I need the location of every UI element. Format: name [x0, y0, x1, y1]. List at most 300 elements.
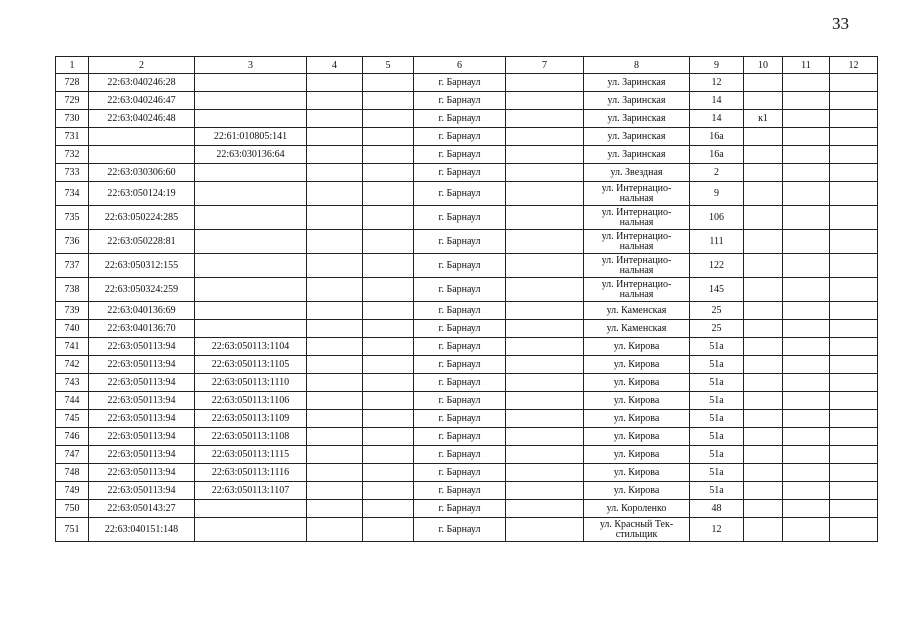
table-cell-col-11: [783, 230, 830, 254]
table-cell-col-12: [830, 374, 878, 392]
cell-text: г. Барнаул: [438, 235, 481, 247]
cell-text: 51а: [709, 430, 724, 442]
column-header-5: 5: [363, 57, 414, 74]
cell-text: г. Барнаул: [438, 448, 481, 460]
table-cell-col-9: [690, 410, 744, 428]
table-cell-col-1: [56, 518, 89, 542]
table-cell-col-12: [830, 482, 878, 500]
table-cell-col-3: [195, 128, 307, 146]
cell-text: г. Барнаул: [438, 394, 481, 406]
table-cell-col-1: [56, 230, 89, 254]
table-cell-col-1: [56, 500, 89, 518]
cell-text: 22:63:050228:81: [107, 235, 176, 247]
table-cell-col-11: [783, 446, 830, 464]
cell-text: г. Барнаул: [438, 484, 481, 496]
table-cell-col-4: [307, 278, 363, 302]
table-cell-col-4: [307, 182, 363, 206]
table-row: [56, 392, 878, 410]
table-cell-col-4: [307, 464, 363, 482]
column-header-6: 6: [414, 57, 506, 74]
cell-text: г. Барнаул: [438, 112, 481, 124]
cell-text: 22:63:040151:148: [104, 523, 179, 535]
table-row: [56, 518, 878, 542]
cell-text: 122: [709, 259, 724, 271]
table-cell-col-4: [307, 446, 363, 464]
table-cell-col-8: [584, 278, 690, 302]
table-row: [56, 110, 878, 128]
table-cell-col-6: [414, 110, 506, 128]
cell-text: 737: [64, 259, 80, 271]
cell-text: 9: [714, 187, 719, 199]
table-cell-col-12: [830, 446, 878, 464]
table-cell-col-8: [584, 428, 690, 446]
table-cell-col-6: [414, 128, 506, 146]
table-cell-col-8: [584, 206, 690, 230]
table-cell-col-12: [830, 464, 878, 482]
cell-text: 749: [64, 484, 80, 496]
cell-text: 731: [64, 130, 80, 142]
table-cell-col-4: [307, 74, 363, 92]
table-cell-col-10: [744, 320, 783, 338]
table-cell-col-8: [584, 254, 690, 278]
table-cell-col-4: [307, 128, 363, 146]
table-cell-col-9: [690, 356, 744, 374]
table-cell-col-10: [744, 518, 783, 542]
cell-text: г. Барнаул: [438, 283, 481, 295]
cell-text: 12: [711, 76, 722, 88]
table-cell-col-5: [363, 500, 414, 518]
cell-text: 736: [64, 235, 80, 247]
table-cell-col-10: [744, 464, 783, 482]
column-header-9: 9: [690, 57, 744, 74]
table-cell-col-11: [783, 410, 830, 428]
table-cell-col-8: [584, 410, 690, 428]
cell-text: 22:63:050113:94: [107, 340, 176, 352]
table-cell-col-9: [690, 428, 744, 446]
column-header-11: 11: [783, 57, 830, 74]
table-cell-col-11: [783, 92, 830, 110]
table-cell-col-4: [307, 110, 363, 128]
table-cell-col-2: [89, 182, 195, 206]
table-cell-col-5: [363, 320, 414, 338]
table-cell-col-5: [363, 446, 414, 464]
table-cell-col-5: [363, 482, 414, 500]
column-header-10: 10: [744, 57, 783, 74]
cell-text: г. Барнаул: [438, 76, 481, 88]
cell-text: 22:63:050312:155: [104, 259, 179, 271]
table-cell-col-3: [195, 482, 307, 500]
table-cell-col-5: [363, 356, 414, 374]
table-cell-col-12: [830, 146, 878, 164]
cell-text: г. Барнаул: [438, 166, 481, 178]
table-cell-col-3: [195, 164, 307, 182]
table-row: [56, 446, 878, 464]
table-cell-col-9: [690, 464, 744, 482]
cell-text: 51а: [709, 466, 724, 478]
cell-text: г. Барнаул: [438, 502, 481, 514]
table-cell-col-11: [783, 164, 830, 182]
cell-text: 22:61:010805:141: [213, 130, 288, 142]
cell-text: 22:63:050113:94: [107, 394, 176, 406]
cell-text: г. Барнаул: [438, 259, 481, 271]
cell-text: 735: [64, 211, 80, 223]
cell-text: 729: [64, 94, 80, 106]
cell-text: ул. Интернацио- нальная: [601, 206, 672, 228]
table-cell-col-3: [195, 206, 307, 230]
table-cell-col-3: [195, 278, 307, 302]
cell-text: 22:63:050224:285: [104, 211, 179, 223]
table-cell-col-10: [744, 410, 783, 428]
table-cell-col-4: [307, 482, 363, 500]
table-cell-col-3: [195, 182, 307, 206]
table-cell-col-3: [195, 146, 307, 164]
cell-text: ул. Кирова: [613, 430, 660, 442]
table-cell-col-11: [783, 278, 830, 302]
table-cell-col-6: [414, 182, 506, 206]
table-cell-col-1: [56, 446, 89, 464]
table-cell-col-7: [506, 254, 584, 278]
table-cell-col-1: [56, 356, 89, 374]
cell-text: 22:63:040136:70: [107, 322, 176, 334]
table-row: [56, 182, 878, 206]
cell-text: 22:63:050124:19: [107, 187, 176, 199]
cell-text: 732: [64, 148, 80, 160]
cell-text: ул. Кирова: [613, 340, 660, 352]
cell-text: 51а: [709, 448, 724, 460]
table-cell-col-2: [89, 464, 195, 482]
table-cell-col-6: [414, 392, 506, 410]
table-cell-col-6: [414, 74, 506, 92]
table-cell-col-4: [307, 338, 363, 356]
table-cell-col-11: [783, 518, 830, 542]
cell-text: ул. Кирова: [613, 448, 660, 460]
cell-text: ул. Интернацио- нальная: [601, 254, 672, 276]
table-cell-col-12: [830, 128, 878, 146]
table-cell-col-3: [195, 446, 307, 464]
table-cell-col-1: [56, 206, 89, 230]
column-header-7: 7: [506, 57, 584, 74]
table-cell-col-1: [56, 302, 89, 320]
table-cell-col-12: [830, 392, 878, 410]
table-cell-col-12: [830, 356, 878, 374]
cell-text: ул. Интернацио- нальная: [601, 230, 672, 252]
page-number: 33: [832, 14, 849, 33]
table-cell-col-7: [506, 428, 584, 446]
table-cell-col-5: [363, 206, 414, 230]
table-cell-col-5: [363, 254, 414, 278]
table-cell-col-7: [506, 482, 584, 500]
table-cell-col-10: [744, 482, 783, 500]
table-cell-col-2: [89, 482, 195, 500]
table-cell-col-6: [414, 302, 506, 320]
table-cell-col-2: [89, 428, 195, 446]
table-cell-col-12: [830, 92, 878, 110]
cell-text: 739: [64, 304, 80, 316]
cell-text: 22:63:050113:1109: [211, 412, 290, 424]
table-cell-col-10: [744, 206, 783, 230]
table-row: [56, 482, 878, 500]
table-cell-col-10: [744, 374, 783, 392]
table-cell-col-10: [744, 164, 783, 182]
table-cell-col-4: [307, 320, 363, 338]
table-cell-col-10: [744, 74, 783, 92]
cell-text: 22:63:050113:1106: [211, 394, 290, 406]
table-cell-col-5: [363, 74, 414, 92]
table-cell-col-7: [506, 230, 584, 254]
table-row: [56, 356, 878, 374]
table-cell-col-6: [414, 356, 506, 374]
table-cell-col-10: [744, 146, 783, 164]
table-cell-col-8: [584, 482, 690, 500]
table-cell-col-6: [414, 278, 506, 302]
table-cell-col-8: [584, 356, 690, 374]
table-cell-col-4: [307, 146, 363, 164]
table-cell-col-7: [506, 338, 584, 356]
table-cell-col-8: [584, 518, 690, 542]
cell-text: 2: [714, 166, 719, 178]
table-cell-col-5: [363, 338, 414, 356]
table-cell-col-9: [690, 482, 744, 500]
table-row: [56, 164, 878, 182]
cell-text: ул. Красный Тек- стильщик: [599, 518, 674, 540]
table-row: [56, 500, 878, 518]
table-cell-col-6: [414, 410, 506, 428]
table-cell-col-3: [195, 110, 307, 128]
cell-text: ул. Заринская: [607, 76, 666, 88]
table-cell-col-11: [783, 254, 830, 278]
table-cell-col-9: [690, 446, 744, 464]
table-row: [56, 320, 878, 338]
cell-text: г. Барнаул: [438, 130, 481, 142]
table-cell-col-9: [690, 320, 744, 338]
table-cell-col-8: [584, 302, 690, 320]
table-cell-col-9: [690, 110, 744, 128]
table-cell-col-11: [783, 464, 830, 482]
table-cell-col-8: [584, 464, 690, 482]
table-cell-col-4: [307, 302, 363, 320]
cell-text: 740: [64, 322, 80, 334]
table-cell-col-10: [744, 356, 783, 374]
cell-text: г. Барнаул: [438, 430, 481, 442]
table-cell-col-11: [783, 428, 830, 446]
cell-text: 745: [64, 412, 80, 424]
table-cell-col-1: [56, 92, 89, 110]
table-cell-col-3: [195, 302, 307, 320]
cell-text: 22:63:050113:94: [107, 358, 176, 370]
table-cell-col-2: [89, 278, 195, 302]
table-cell-col-2: [89, 92, 195, 110]
table-cell-col-10: [744, 278, 783, 302]
cell-text: 22:63:050113:94: [107, 430, 176, 442]
cell-text: г. Барнаул: [438, 94, 481, 106]
table-cell-col-7: [506, 128, 584, 146]
table-cell-col-11: [783, 110, 830, 128]
cell-text: 22:63:050113:94: [107, 376, 176, 388]
table-cell-col-6: [414, 320, 506, 338]
table-cell-col-5: [363, 182, 414, 206]
table-cell-col-7: [506, 392, 584, 410]
cell-text: 22:63:050113:1110: [211, 376, 290, 388]
table-cell-col-10: [744, 182, 783, 206]
table-cell-col-8: [584, 128, 690, 146]
cell-text: 22:63:050113:94: [107, 448, 176, 460]
cell-text: г. Барнаул: [438, 412, 481, 424]
table-cell-col-5: [363, 410, 414, 428]
table-cell-col-7: [506, 446, 584, 464]
cell-text: ул. Короленко: [606, 502, 667, 514]
cell-text: ул. Каменская: [606, 304, 667, 316]
table-cell-col-5: [363, 392, 414, 410]
table-row: [56, 374, 878, 392]
cell-text: 748: [64, 466, 80, 478]
table-cell-col-12: [830, 164, 878, 182]
table-cell-col-4: [307, 92, 363, 110]
table-cell-col-7: [506, 206, 584, 230]
table-cell-col-11: [783, 374, 830, 392]
table-row: [56, 206, 878, 230]
table-cell-col-3: [195, 374, 307, 392]
cell-text: г. Барнаул: [438, 358, 481, 370]
cell-text: 734: [64, 187, 80, 199]
cell-text: ул. Интернацио- нальная: [601, 278, 672, 300]
table-cell-col-7: [506, 164, 584, 182]
table-cell-col-9: [690, 278, 744, 302]
table-cell-col-1: [56, 482, 89, 500]
table-cell-col-3: [195, 500, 307, 518]
cell-text: 51а: [709, 412, 724, 424]
table-cell-col-6: [414, 518, 506, 542]
table-cell-col-4: [307, 518, 363, 542]
table-cell-col-6: [414, 230, 506, 254]
cell-text: ул. Кирова: [613, 358, 660, 370]
table-cell-col-6: [414, 338, 506, 356]
table-cell-col-3: [195, 320, 307, 338]
table-cell-col-6: [414, 464, 506, 482]
table-cell-col-6: [414, 254, 506, 278]
cell-text: 145: [709, 283, 724, 295]
cell-text: 51а: [709, 358, 724, 370]
table-cell-col-1: [56, 74, 89, 92]
table-cell-col-3: [195, 428, 307, 446]
table-cell-col-5: [363, 374, 414, 392]
table-cell-col-8: [584, 182, 690, 206]
table-cell-col-8: [584, 320, 690, 338]
cell-text: 22:63:050113:94: [107, 484, 176, 496]
column-header-2: 2: [89, 57, 195, 74]
table-cell-col-4: [307, 410, 363, 428]
cell-text: 22:63:050113:94: [107, 466, 176, 478]
table-cell-col-2: [89, 338, 195, 356]
table-cell-col-1: [56, 182, 89, 206]
cell-text: 747: [64, 448, 80, 460]
table-body: [56, 74, 878, 542]
table-cell-col-11: [783, 146, 830, 164]
table-cell-col-2: [89, 206, 195, 230]
table-cell-col-7: [506, 410, 584, 428]
table-cell-col-4: [307, 356, 363, 374]
table-cell-col-12: [830, 278, 878, 302]
table-cell-col-7: [506, 518, 584, 542]
table-cell-col-2: [89, 146, 195, 164]
table-cell-col-12: [830, 74, 878, 92]
cell-text: ул. Заринская: [607, 94, 666, 106]
table-cell-col-3: [195, 230, 307, 254]
table-cell-col-9: [690, 374, 744, 392]
table-cell-col-5: [363, 146, 414, 164]
table-cell-col-3: [195, 92, 307, 110]
cell-text: г. Барнаул: [438, 340, 481, 352]
cell-text: 111: [709, 235, 724, 247]
table-cell-col-1: [56, 146, 89, 164]
table-cell-col-12: [830, 110, 878, 128]
table-cell-col-4: [307, 500, 363, 518]
table-cell-col-5: [363, 302, 414, 320]
table-cell-col-1: [56, 338, 89, 356]
cell-text: 22:63:050113:1105: [211, 358, 290, 370]
cell-text: 22:63:040246:47: [107, 94, 176, 106]
table-cell-col-12: [830, 338, 878, 356]
table-cell-col-4: [307, 230, 363, 254]
table-row: [56, 302, 878, 320]
cell-text: 743: [64, 376, 80, 388]
table-cell-col-7: [506, 320, 584, 338]
table-cell-col-4: [307, 392, 363, 410]
table-cell-col-8: [584, 392, 690, 410]
cell-text: 51а: [709, 394, 724, 406]
table-cell-col-3: [195, 338, 307, 356]
cell-text: ул. Кирова: [613, 466, 660, 478]
table-cell-col-5: [363, 128, 414, 146]
table-cell-col-9: [690, 92, 744, 110]
table-cell-col-1: [56, 164, 89, 182]
table-cell-col-10: [744, 446, 783, 464]
table-cell-col-6: [414, 146, 506, 164]
cell-text: г. Барнаул: [438, 466, 481, 478]
table-row: [56, 146, 878, 164]
table-cell-col-10: [744, 110, 783, 128]
table-cell-col-11: [783, 338, 830, 356]
table-cell-col-9: [690, 518, 744, 542]
table-cell-col-8: [584, 164, 690, 182]
table-cell-col-2: [89, 74, 195, 92]
table-cell-col-8: [584, 500, 690, 518]
table-cell-col-11: [783, 392, 830, 410]
registry-table: [55, 56, 878, 542]
table-cell-col-11: [783, 182, 830, 206]
table-cell-col-8: [584, 446, 690, 464]
cell-text: 22:63:040246:28: [107, 76, 176, 88]
cell-text: 728: [64, 76, 80, 88]
table-cell-col-3: [195, 356, 307, 374]
table-cell-col-7: [506, 74, 584, 92]
table-cell-col-7: [506, 500, 584, 518]
table-cell-col-9: [690, 164, 744, 182]
table-cell-col-11: [783, 320, 830, 338]
table-cell-col-5: [363, 92, 414, 110]
table-cell-col-9: [690, 146, 744, 164]
table-cell-col-12: [830, 230, 878, 254]
cell-text: 22:63:050113:94: [107, 412, 176, 424]
table-cell-col-8: [584, 74, 690, 92]
table-cell-col-10: [744, 338, 783, 356]
table-cell-col-2: [89, 518, 195, 542]
table-cell-col-11: [783, 500, 830, 518]
table-cell-col-5: [363, 164, 414, 182]
table-cell-col-9: [690, 254, 744, 278]
cell-text: 733: [64, 166, 80, 178]
cell-text: 22:63:050113:1108: [211, 430, 290, 442]
table-cell-col-6: [414, 446, 506, 464]
